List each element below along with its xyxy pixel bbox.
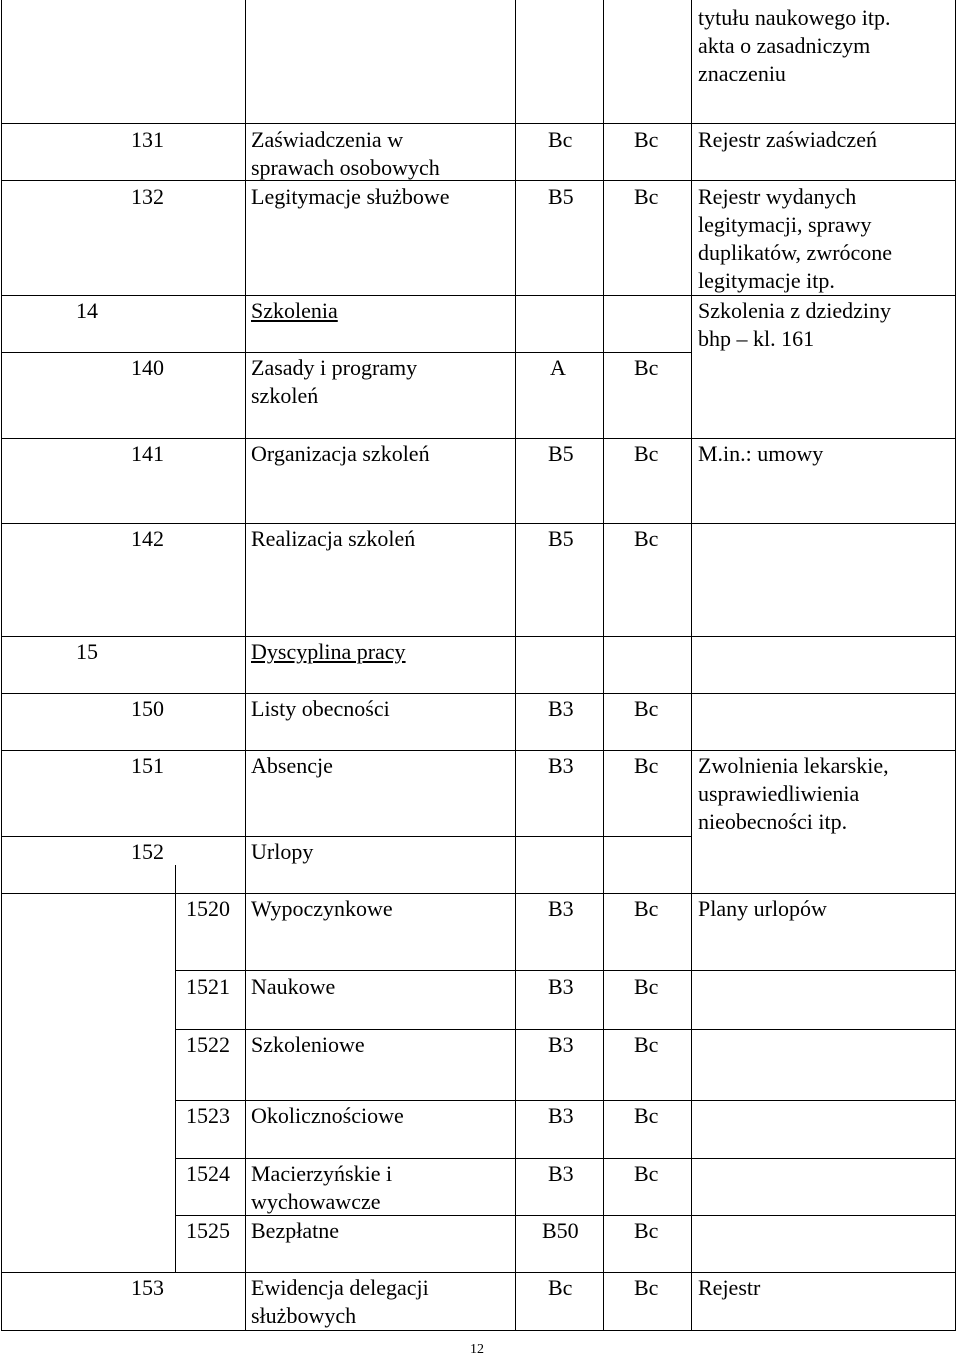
row-category: Bc xyxy=(634,696,659,721)
row-category: Bc xyxy=(634,753,659,778)
row-name xyxy=(251,895,393,923)
row-code: 15 xyxy=(76,639,98,664)
row-note-line: Szkolenia z dziedziny xyxy=(698,298,892,323)
row-code: 1522 xyxy=(186,1032,230,1057)
row-category: Bc xyxy=(634,355,659,380)
row-category: Bc xyxy=(634,1032,659,1057)
top-note-line: tytułu naukowego itp. xyxy=(698,5,891,30)
row-name-line: Zasady i programy xyxy=(251,355,418,380)
section-title: Szkolenia xyxy=(251,298,338,323)
row-name xyxy=(251,838,313,866)
row-name-line: służbowych xyxy=(251,1303,357,1328)
top-note-line: akta o zasadniczym xyxy=(698,33,871,58)
top-note xyxy=(698,4,890,88)
row-name-line: Realizacja szkoleń xyxy=(251,526,416,551)
row-category: Bc xyxy=(548,1275,573,1300)
row-category: B3 xyxy=(548,696,574,721)
row-code: 1521 xyxy=(186,974,230,999)
row-note-line: Rejestr xyxy=(698,1275,761,1300)
row-code: 140 xyxy=(131,355,164,380)
row-category: Bc xyxy=(634,1161,659,1186)
row-name xyxy=(251,1160,392,1216)
row-name xyxy=(251,354,417,410)
row-category: Bc xyxy=(634,184,659,209)
row-name-line: sprawach osobowych xyxy=(251,155,440,180)
row-name xyxy=(251,752,333,780)
row-name-line: Macierzyńskie i xyxy=(251,1161,393,1186)
row-note xyxy=(698,440,823,468)
row-note-line: legitymacje itp. xyxy=(698,268,835,293)
row-code: 1520 xyxy=(186,896,230,921)
row-note xyxy=(698,895,827,923)
row-code: 1525 xyxy=(186,1218,230,1243)
page-number: 12 xyxy=(470,1342,484,1357)
row-category: Bc xyxy=(634,1103,659,1128)
row-name-line: Urlopy xyxy=(251,839,314,864)
row-note-line: nieobecności itp. xyxy=(698,809,848,834)
row-name xyxy=(251,1031,365,1059)
row-name xyxy=(251,525,415,553)
row-name-line: Organizacja szkoleń xyxy=(251,441,430,466)
row-name-line: Legitymacje służbowe xyxy=(251,184,450,209)
row-note xyxy=(698,1274,760,1302)
top-note-line: znaczeniu xyxy=(698,61,786,86)
row-category: B5 xyxy=(548,184,574,209)
row-code: 150 xyxy=(131,696,164,721)
row-note xyxy=(698,297,891,353)
row-category: Bc xyxy=(634,526,659,551)
row-category: B5 xyxy=(548,526,574,551)
row-category: B3 xyxy=(548,896,574,921)
row-category: B3 xyxy=(548,1161,574,1186)
section-title: Dyscyplina pracy xyxy=(251,639,406,664)
row-code: 132 xyxy=(131,184,164,209)
row-name xyxy=(251,183,450,211)
row-name-line: Wypoczynkowe xyxy=(251,896,393,921)
row-category: Bc xyxy=(634,441,659,466)
row-code: 141 xyxy=(131,441,164,466)
row-code: 14 xyxy=(76,298,98,323)
row-name xyxy=(251,973,335,1001)
row-name-line: szkoleń xyxy=(251,383,319,408)
row-code: 142 xyxy=(131,526,164,551)
row-note-line: legitymacji, sprawy xyxy=(698,212,872,237)
row-name-line: Ewidencja delegacji xyxy=(251,1275,429,1300)
row-note-line: bhp – kl. 161 xyxy=(698,326,815,351)
row-code: 1523 xyxy=(186,1103,230,1128)
row-category: B5 xyxy=(548,441,574,466)
row-name-line: Naukowe xyxy=(251,974,336,999)
row-code: 1524 xyxy=(186,1161,230,1186)
row-category: Bc xyxy=(634,1275,659,1300)
row-category: Bc xyxy=(634,1218,659,1243)
row-name xyxy=(251,126,440,182)
row-note-line: Zwolnienia lekarskie, xyxy=(698,753,889,778)
row-note-line: Rejestr wydanych xyxy=(698,184,857,209)
row-name-line: Zaświadczenia w xyxy=(251,127,404,152)
row-name xyxy=(251,695,390,723)
row-name xyxy=(251,1102,404,1130)
row-code: 152 xyxy=(131,839,164,864)
row-category: B3 xyxy=(548,1032,574,1057)
row-category: Bc xyxy=(634,127,659,152)
row-name xyxy=(251,440,430,468)
row-category: B3 xyxy=(548,974,574,999)
row-name-line: Bezpłatne xyxy=(251,1218,339,1243)
row-note xyxy=(698,126,877,154)
row-name-line: Szkoleniowe xyxy=(251,1032,365,1057)
row-category: B50 xyxy=(542,1218,579,1243)
row-name-line: wychowawcze xyxy=(251,1189,381,1214)
row-category: A xyxy=(550,355,566,380)
row-category: B3 xyxy=(548,1103,574,1128)
row-name-line: Listy obecności xyxy=(251,696,390,721)
row-note-line: Rejestr zaświadczeń xyxy=(698,127,877,152)
row-category: Bc xyxy=(548,127,573,152)
row-name xyxy=(251,1217,339,1245)
row-name-line: Okolicznościowe xyxy=(251,1103,404,1128)
row-category: Bc xyxy=(634,896,659,921)
row-note xyxy=(698,752,889,836)
row-category: B3 xyxy=(548,753,574,778)
row-note xyxy=(698,183,892,295)
row-name-line: Absencje xyxy=(251,753,333,778)
row-name xyxy=(251,1274,429,1330)
row-note-line: Plany urlopów xyxy=(698,896,827,921)
row-category: Bc xyxy=(634,974,659,999)
row-code: 153 xyxy=(131,1275,164,1300)
row-note-line: duplikatów, zwrócone xyxy=(698,240,893,265)
row-code: 151 xyxy=(131,753,164,778)
row-code: 131 xyxy=(131,127,164,152)
row-note-line: usprawiedliwienia xyxy=(698,781,860,806)
row-note-line: M.in.: umowy xyxy=(698,441,824,466)
